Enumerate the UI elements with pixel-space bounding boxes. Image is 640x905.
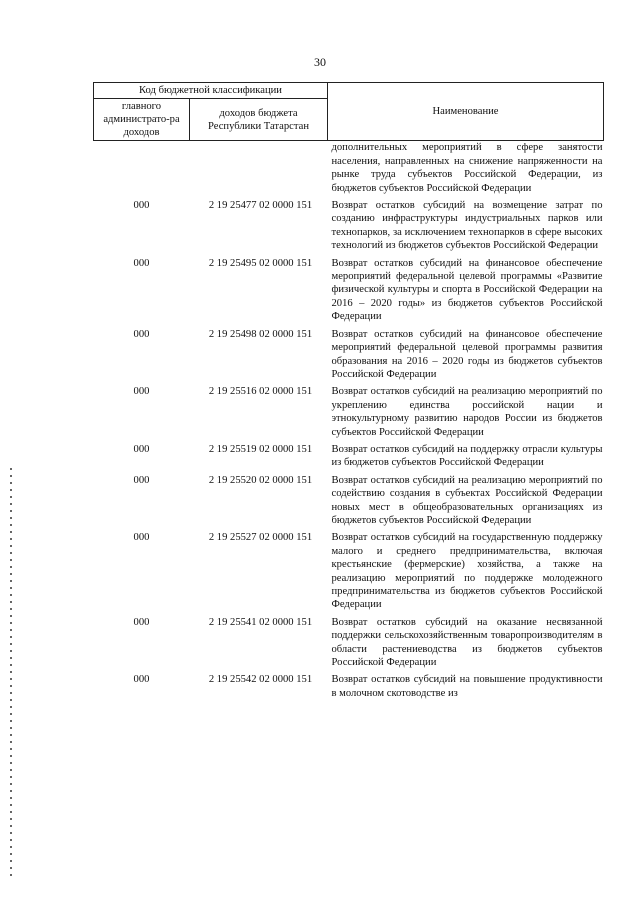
table-row bbox=[94, 199, 604, 257]
row-admin-code: 000 bbox=[133, 257, 150, 269]
row-revenue-code: 2 19 25495 02 0000 151 bbox=[208, 257, 313, 269]
row-admin-code: 000 bbox=[133, 616, 150, 628]
row-revenue-code: 2 19 25498 02 0000 151 bbox=[208, 328, 313, 340]
row-admin-code: 000 bbox=[133, 532, 150, 544]
row-name: Возврат остатков субсидий на возмещение затрат по созданию инфраструктуры индустриальных парков или технопарков, за исключением технопарков в сфере высоких технологий из бюджетов субъектов Российской Федерации bbox=[331, 200, 603, 252]
header-budget-classification-code: Код бюджетной классификации bbox=[94, 83, 328, 99]
table-row bbox=[94, 257, 604, 328]
row-name: Возврат остатков субсидий на повышение продуктивности в молочном скотоводстве из bbox=[331, 674, 603, 699]
table-row bbox=[94, 616, 604, 674]
table-row bbox=[94, 531, 604, 615]
row-admin-code: 000 bbox=[133, 386, 150, 398]
header-revenue-code: доходов бюджета Республики Татарстан bbox=[190, 99, 328, 141]
row-revenue-code: 2 19 25516 02 0000 151 bbox=[208, 386, 313, 398]
scan-edge-marks bbox=[10, 468, 12, 878]
row-admin-code: 000 bbox=[133, 328, 150, 340]
row-admin-code: 000 bbox=[133, 443, 150, 455]
row-revenue-code: 2 19 25519 02 0000 151 bbox=[208, 443, 313, 455]
table-row bbox=[94, 443, 604, 474]
table-row bbox=[94, 385, 604, 443]
table-row bbox=[94, 328, 604, 386]
row-admin-code: 000 bbox=[133, 200, 150, 212]
row-name: Возврат остатков субсидий на государственную поддержку малого и среднего предпринимательства, включая крестьянские (фермерские) хозяйства, а также на реализацию мероприятий по поддержке молодежного предпринимательства из бюджетов субъектов Российской Федерации bbox=[331, 532, 603, 611]
row-name: Возврат остатков субсидий на финансовое обеспечение мероприятий федеральной целевой программы «Развитие физической культуры и спорта в Российской Федерации на 2016 – 2020 годы» из бюджетов субъектов Российской Федерации bbox=[331, 257, 603, 323]
row-revenue-code: 2 19 25527 02 0000 151 bbox=[208, 532, 313, 544]
row-admin-code: 000 bbox=[133, 674, 150, 686]
row-name: дополнительных мероприятий в сфере занятости населения, направленных на снижение напряженности на рынке труда субъектов Российской Федерации, из бюджетов субъектов Российской Федерации bbox=[331, 142, 603, 194]
header-main-administrator: главного администрато-ра доходов bbox=[94, 99, 190, 141]
header-name: Наименование bbox=[328, 83, 604, 141]
row-revenue-code: 2 19 25542 02 0000 151 bbox=[208, 674, 313, 686]
row-name: Возврат остатков субсидий на реализацию мероприятий по укреплению единства российской нации и этнокультурному развитию народов России из бюджетов субъектов Российской Федерации bbox=[331, 386, 603, 438]
row-admin-code: 000 bbox=[133, 474, 150, 486]
budget-classification-table bbox=[93, 82, 604, 704]
row-name: Возврат остатков субсидий на поддержку отрасли культуры из бюджетов субъектов Российской Федерации bbox=[331, 443, 603, 469]
page-number: 30 bbox=[314, 55, 326, 69]
row-revenue-code: 2 19 25541 02 0000 151 bbox=[208, 616, 313, 628]
table-row bbox=[94, 474, 604, 532]
table-row-continuation bbox=[94, 141, 604, 199]
table-row bbox=[94, 673, 604, 704]
row-name: Возврат остатков субсидий на финансовое обеспечение мероприятий федеральной целевой программы развития образования на 2016 – 2020 годы из бюджетов субъектов Российской Федерации bbox=[331, 328, 603, 380]
row-revenue-code: 2 19 25520 02 0000 151 bbox=[208, 474, 313, 486]
row-name: Возврат остатков субсидий на реализацию мероприятий по содействию создания в субъектах Российской Федерации новых мест в общеобразовательных организациях из бюджетов субъектов Российской Федерации bbox=[331, 474, 603, 526]
row-name: Возврат остатков субсидий на оказание несвязанной поддержки сельскохозяйственным товаропроизводителям в области растениеводства из бюджетов субъектов Российской Федерации bbox=[331, 616, 603, 669]
row-revenue-code: 2 19 25477 02 0000 151 bbox=[208, 200, 313, 212]
